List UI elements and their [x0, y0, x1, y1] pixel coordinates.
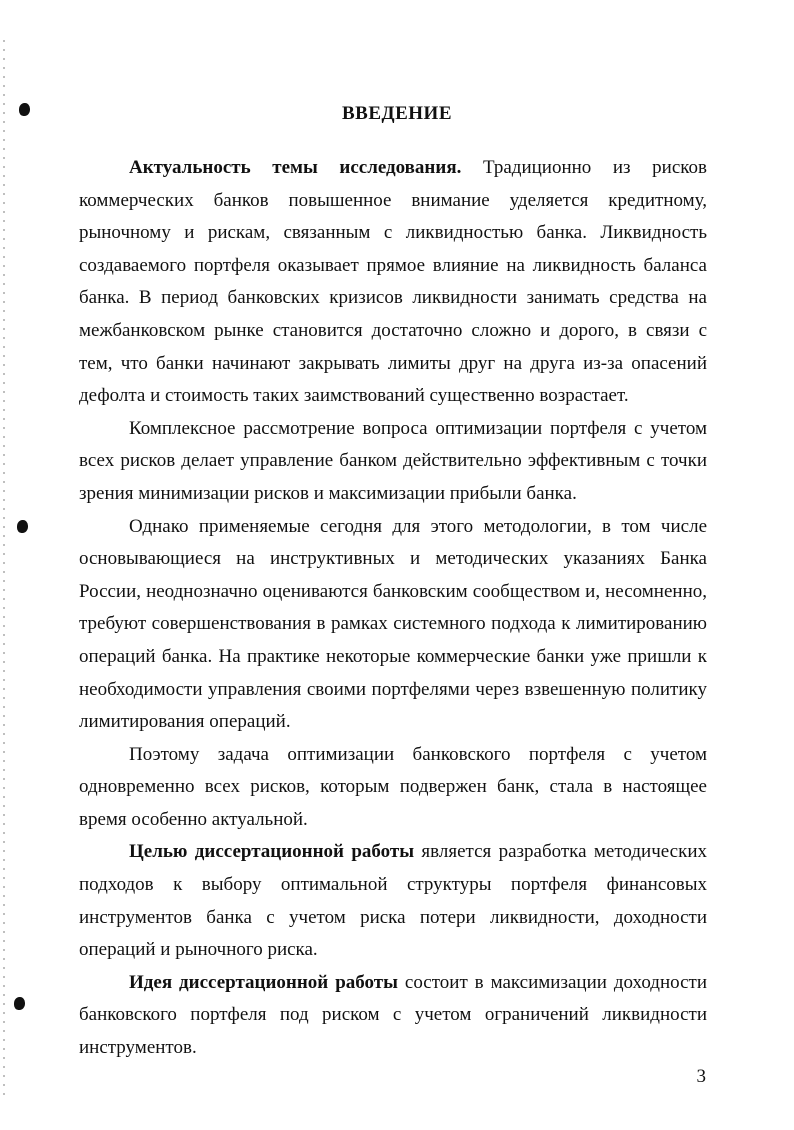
paragraph-goal	[79, 836, 707, 966]
paragraph-text: Однако применяемые сегодня для этого методологии, в том числе основывающиеся на инструктивных и методических указаниях Банка России, неоднозначно оцениваются банковским сообществом и, несомненно, требуют совершенствования в рамках системного подхода к лимитированию операций банка. На практике некоторые коммерческие банки уже пришли к необходимости управления своими портфелями через взвешенную политику лимитирования операций.	[79, 515, 707, 733]
paragraph-text: Комплексное рассмотрение вопроса оптимизации портфеля с учетом всех рисков делает управление банком действительно эффективным с точки зрения минимизации рисков и максимизации прибыли банка.	[79, 417, 707, 504]
paragraph-text: является разработка методических подходов к выбору оптимальной структуры портфеля финансовых инструментов банка с учетом риска потери ликвидности, доходности операций и рыночного риска.	[79, 841, 707, 961]
paragraph-lead: Целью диссертационной работы	[129, 841, 415, 863]
paragraph-lead: Идея диссертационной работы	[129, 971, 398, 993]
paragraph-lead: Актуальность темы исследования.	[129, 157, 462, 178]
punch-hole-mark	[14, 997, 25, 1010]
page-title: ВВЕДЕНИЕ	[342, 103, 452, 124]
paragraph-relevance	[79, 152, 707, 413]
paragraph-task	[79, 739, 707, 837]
paragraph-comprehensive-review	[79, 413, 707, 511]
paragraph-text: Традиционно из рисков коммерческих банков повышенное внимание уделяется кредитному, рыночному и рискам, связанным с ликвидностью банка. Ликвидность создаваемого портфеля оказывает прямое влияние на ликвидность баланса банка. В период банковских кризисов ликвидности занимать средства на межбанковском рынке становится достаточно сложно и дорого, в связи с тем, что банки начинают закрывать лимиты друг на друга из-за опасений дефолта и стоимость таких заимствований существенно возрастает.	[79, 157, 707, 407]
paragraph-text: Поэтому задача оптимизации банковского портфеля с учетом одновременно всех рисков, которым подвержен банк, стала в настоящее время особенно актуальной.	[79, 743, 707, 830]
document-body	[79, 152, 707, 1065]
scan-edge-marks	[3, 40, 5, 1100]
paragraph-idea	[79, 967, 707, 1065]
page-number: 3	[696, 1066, 706, 1087]
paragraph-methodologies	[79, 511, 707, 739]
paragraph-text: состоит в максимизации доходности банковского портфеля под риском с учетом ограничений ликвидности инструментов.	[79, 971, 707, 1059]
punch-hole-mark	[17, 520, 28, 533]
